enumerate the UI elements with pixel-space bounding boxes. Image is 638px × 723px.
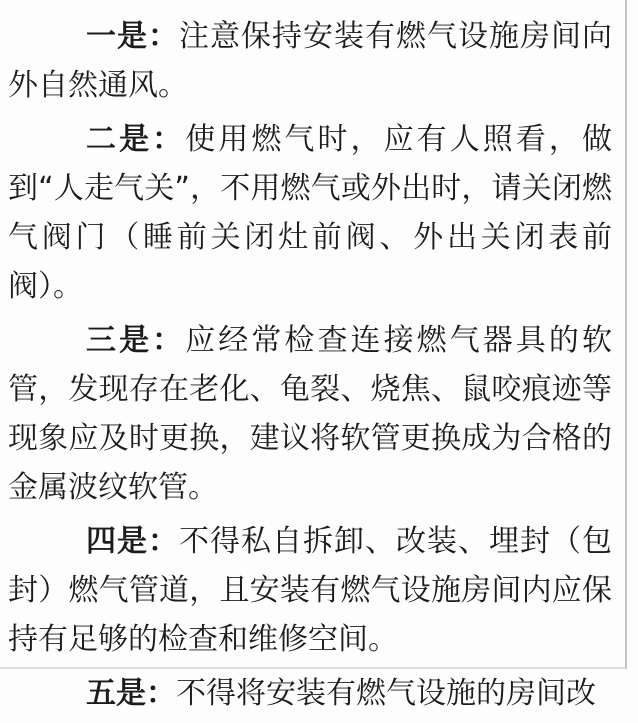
paragraph-label: 一是：: [86, 19, 179, 54]
paragraph-text: 应经常检查连接燃气器具的软管，发现存在老化、龟裂、烧焦、鼠咬痕迹等现象应及时更换，建议将软管更换成为合格的金属波纹软管。: [8, 323, 613, 505]
paragraph-text: 不得私自拆卸、改装、埋封（包封）燃气管道，且安装有燃气设施房间内应保持有足够的检查和维修空间。: [8, 524, 612, 657]
paragraph: [8, 115, 612, 311]
paragraph-text: 注意保持安装有燃气设施房间向外自然通风。: [8, 19, 612, 103]
paragraph: [8, 12, 612, 110]
paragraph-text: 使用燃气时，应有人照看，做到“人走气关”，不用燃气或外出时，请关闭燃气阀门（睡前关闭灶前阀、外出关闭表前阀）。: [8, 122, 613, 304]
paragraph: [8, 517, 612, 664]
paragraph: [8, 669, 612, 718]
paragraph-label: 五是：: [86, 676, 176, 711]
page-right-divider: [625, 0, 627, 669]
paragraph-text: 不得将安装有燃气设施的房间改: [176, 676, 596, 711]
paragraph: [8, 316, 612, 512]
paragraph-label: 三是：: [86, 323, 186, 358]
paragraph-label: 二是：: [86, 122, 186, 157]
paragraph-label: 四是：: [86, 524, 179, 559]
gas-safety-article: [8, 0, 612, 723]
page-bottom-edge-line: [0, 667, 625, 669]
